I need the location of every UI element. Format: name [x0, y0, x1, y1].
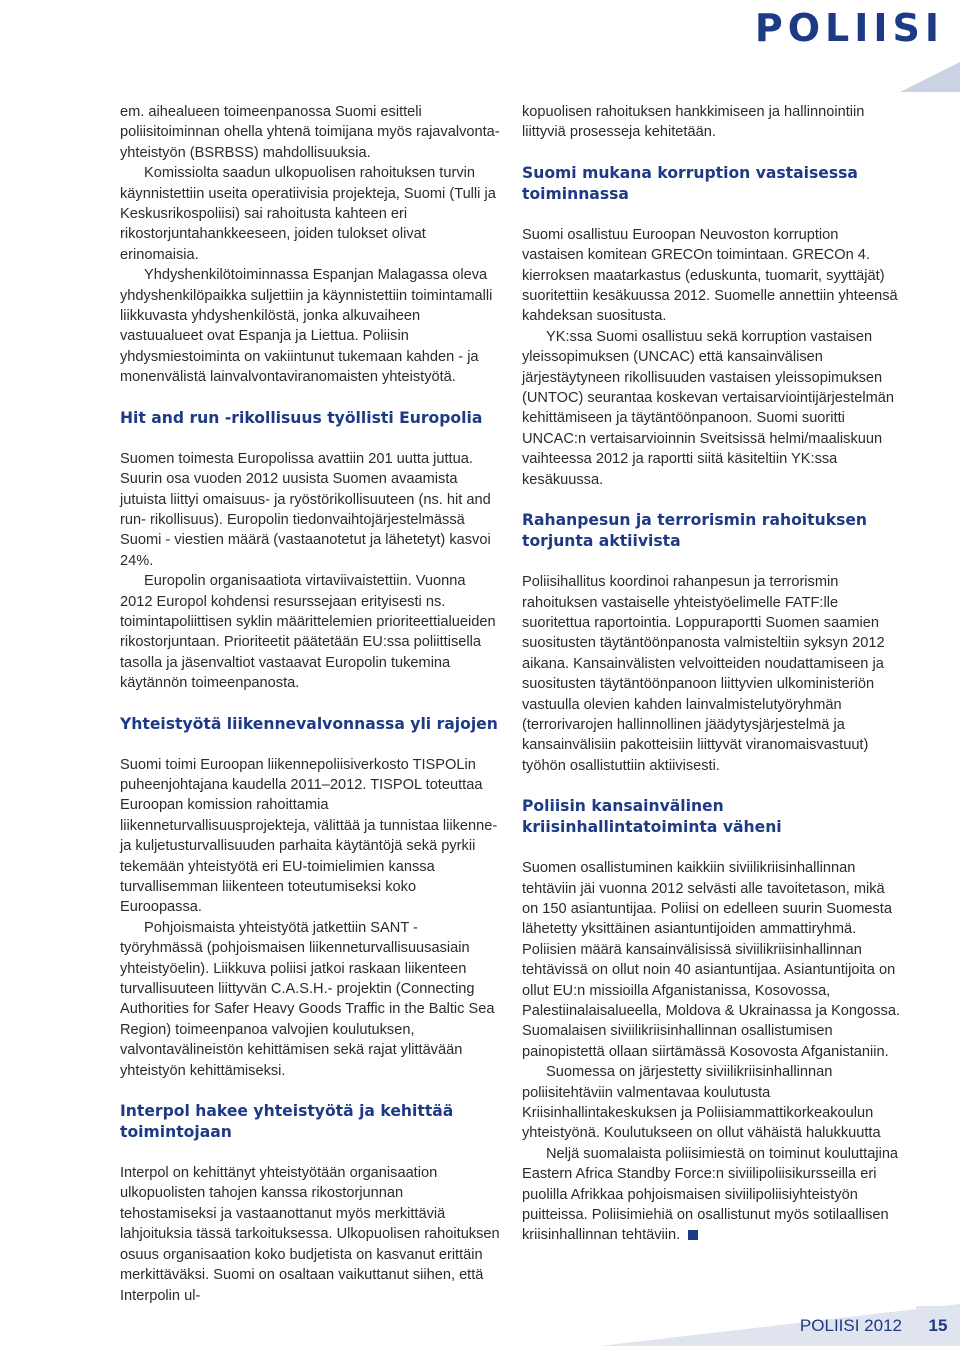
paragraph: Poliisihallitus koordinoi rahanpesun ja terrorismin rahoituksen vastaiselle yhteistyöelimelle FATF:lle suoritettua raportointia. Loppuraportti Suomen saamien suositusten täytäntöönpanosta valmisteltiin syksyn 2012 aikana. Kansainvälisten velvoitteiden noudattamiseen ja suositusten täytäntöönpanoon liittyvien ulkoministeriön vastuulla olevien kahden lainvalmistelutyöryhmän (terrorivarojen hallinnollinen jäädytysjärjestelmä ja kansainvälisiin pakotteisiin liittyvät viranomaisvastuut) työhön osallistuttiin aktiivisesti.: [522, 574, 885, 774]
paragraph: Suomen toimesta Europolissa avattiin 201 uutta juttua. Suurin osa vuoden 2012 uusista Suomen avaamista jutuista liittyi omaisuus- ja ryöstörikollisuuteen (ns. hit and run- rikollisuus). Europolin tiedonvaihtojärjestelmässä Suomi - viestien määrä (vastaanotetut ja lähetetyt) kasvoi 24%.: [120, 450, 491, 569]
paragraph: kopuolisen rahoituksen hankkimiseen ja hallinnointiin liittyviä prosesseja kehitetään.: [522, 104, 865, 141]
paragraph: YK:ssa Suomi osallistuu sekä korruption vastaisen yleissopimuksen (UNCAC) että kansainvälisen järjestäytyneen rikollisuuden vastaisen yleissopimuksen (UNTOC) seurantaa koskevan vertaisarviointijärjestelmän kehittämiseen ja täytäntöönpanoon. Suomi suoritti UNCAC:n vertaisarvioinnin Sveitsissä helmi/maaliskuun vaihteessa 2012 ja raportti siitä käsiteltiin YK:ssa kesäkuussa.: [522, 328, 895, 488]
poliisi-logo: POLIISI: [754, 6, 944, 50]
paragraph: Suomen osallistuminen kaikkiin siviilikriisinhallinnan tehtäviin jäi vuonna 2012 selvästi alle tavoitetason, mikä on 150 asiantuntijaa. Poliisi on edelleen suurin Suomesta lähetetty yksittäinen asiantuntijoiden ammattiryhmä. Poliisien määrä kansainvälisissä siviilikriisinhallinnan tehtävissä on ollut noin 40 asiantuntijaa. Asiantuntijoita on ollut EU:n missioilla Afganistanissa, Kosovossa, Palestiinalaisalueella, Moldova & Ukrainassa ja Kongossa. Suomalaisen siviilikriisinhallinnan osallistumisen painopistettä ollaan siirtämässä Kosovosta Afganistaniin.: [522, 860, 901, 1060]
paragraph: Yhdyshenkilötoiminnassa Espanjan Malagassa oleva yhdyshenkilöpaikka suljettiin ja käynnistettiin toimintamalli liikkuvasta yhdyshenkilöstä, jonka alkuvaiheen vastuualueet ovat Espanja ja Liettua. Poliisin yhdysmiestoiminta on vakiintunut tukemaan kahden - ja monenvälistä lainvalvontaviranomaisten yhteistyötä.: [120, 267, 493, 386]
corner-decoration: [900, 62, 960, 92]
paragraph: Suomi osallistuu Euroopan Neuvoston korruption vastaisen komitean GRECOn toimintaan. GRECOn 4. kierroksen maatarkastus (eduskunta, tuomarit, syyttäjät) suoritettiin kesäkuussa 2012. Suomelle annettiin yhteensä kahdeksan suositusta.: [522, 226, 898, 325]
section-heading: Interpol hakee yhteistyötä ja kehittää toimintojaan: [120, 1102, 454, 1142]
paragraph-last: [522, 1144, 904, 1246]
section-heading: Suomi mukana korruption vastaisessa toiminnassa: [522, 163, 858, 203]
paragraph: Suomessa on järjestetty siviilikriisinhallinnan poliisitehtäviin valmentavaa koulutusta Kriisinhallintakeskuksen ja Poliisiammattikorkeakoulun yhteistyönä. Koulutukseen on ollut vähäistä halukkuutta: [522, 1064, 881, 1142]
paragraph: Europolin organisaatiota virtaviivaistettiin. Vuonna 2012 Europol kohdensi resurssejaan erityisesti ns. toimintapoliittisen syklin määrittelemien prioriteettialueiden rikostorjuntaan. Prioriteetit päätetään EU:ssa poliittisella tasolla ja jäsenvaltiot vastaavat Europolin tukemina käytännön toimeenpanosta.: [120, 573, 496, 692]
publication-title: POLIISI 2012: [799, 1316, 902, 1335]
left-column: [120, 102, 502, 1306]
section-heading: Hit and run -rikollisuus työllisti Europolia: [120, 408, 483, 427]
end-square-icon: [688, 1230, 698, 1240]
section-heading: Poliisin kansainvälinen kriisinhallintatoiminta väheni: [522, 797, 782, 837]
paragraph: em. aihealueen toimeenpanossa Suomi esitteli poliisitoiminnan ohella yhtenä toimijana myös rajavalvonta-yhteistyön (BSRBSS) mahdollisuuksia.: [120, 104, 500, 161]
page-header: [0, 0, 960, 78]
paragraph: Suomi toimi Euroopan liikennepoliisiverkosto TISPOLin puheenjohtajana kaudella 2011–2012. TISPOL toteuttaa Euroopan komission rahoittamia liikenneturvallisuusprojekteja, välittää ja tunnistaa liikenne- ja kuljetusturvallisuuden parhaita käytäntöjä sekä pyrkii tekemään yhteistyötä eri EU-toimielimien kanssa turvallisemman liikenteen toteutumiseksi koko Euroopassa.: [120, 756, 498, 916]
paragraph: Interpol on kehittänyt yhteistyötään organisaation ulkopuolisten tahojen kanssa rikostorjunnan tehostamiseksi ja vastaanottanut myös merkittäviä lahjoituksia tässä tarkoituksessa. Ulkopuolisen rahoituksen osuus organisaation koko budjetista on kasvanut erittäin merkittäväksi. Suomi on osaltaan vaikuttanut siihen, että Interpolin ul-: [120, 1165, 500, 1304]
paragraph-text: Neljä suomalaista poliisimiestä on toiminut kouluttajina Eastern Africa Standby Force:n siviilipoliisikursseilla eri puolilla Afrikkaa pohjoismaisen siviilipoliisiyhteistyön puitteissa. Poliisimiehiä on osallistunut myös sotilaallisen kriisinhallinnan tehtäviin.: [522, 1145, 899, 1244]
page-number: 15: [916, 1306, 960, 1346]
section-heading: Rahanpesun ja terrorismin rahoituksen torjunta aktiivista: [522, 511, 868, 551]
paragraph: Komissiolta saadun ulkopuolisen rahoituksen turvin käynnistettiin useita operatiivisia projekteja, Suomi (Tulli ja Keskusrikospoliisi) sai rahoitusta kahteen eri rikostorjuntahankkeeseen, joiden tulokset olivat erinomaisia.: [120, 165, 496, 263]
paragraph: Pohjoismaista yhteistyötä jatkettiin SANT - työryhmässä (pohjoismaisen liikenneturvallisuusasiain yhteistyöelin). Liikkuva poliisi jatkoi raskaan liikenteen turvallisuuteen liittyvän C.A.S.H.- projektin (Connecting Authorities for Safer Heavy Goods Traffic in the Baltic Sea Region) toimeenpanoa valvojien koulutuksen, valvontavälineistön kehittämisen sekä rajat ylittävään yhteistyön kehittämiseksi.: [120, 919, 495, 1079]
right-column: [522, 102, 904, 1246]
section-heading: Yhteistyötä liikennevalvonnassa yli rajojen: [120, 714, 498, 733]
page-footer: [780, 1306, 960, 1346]
